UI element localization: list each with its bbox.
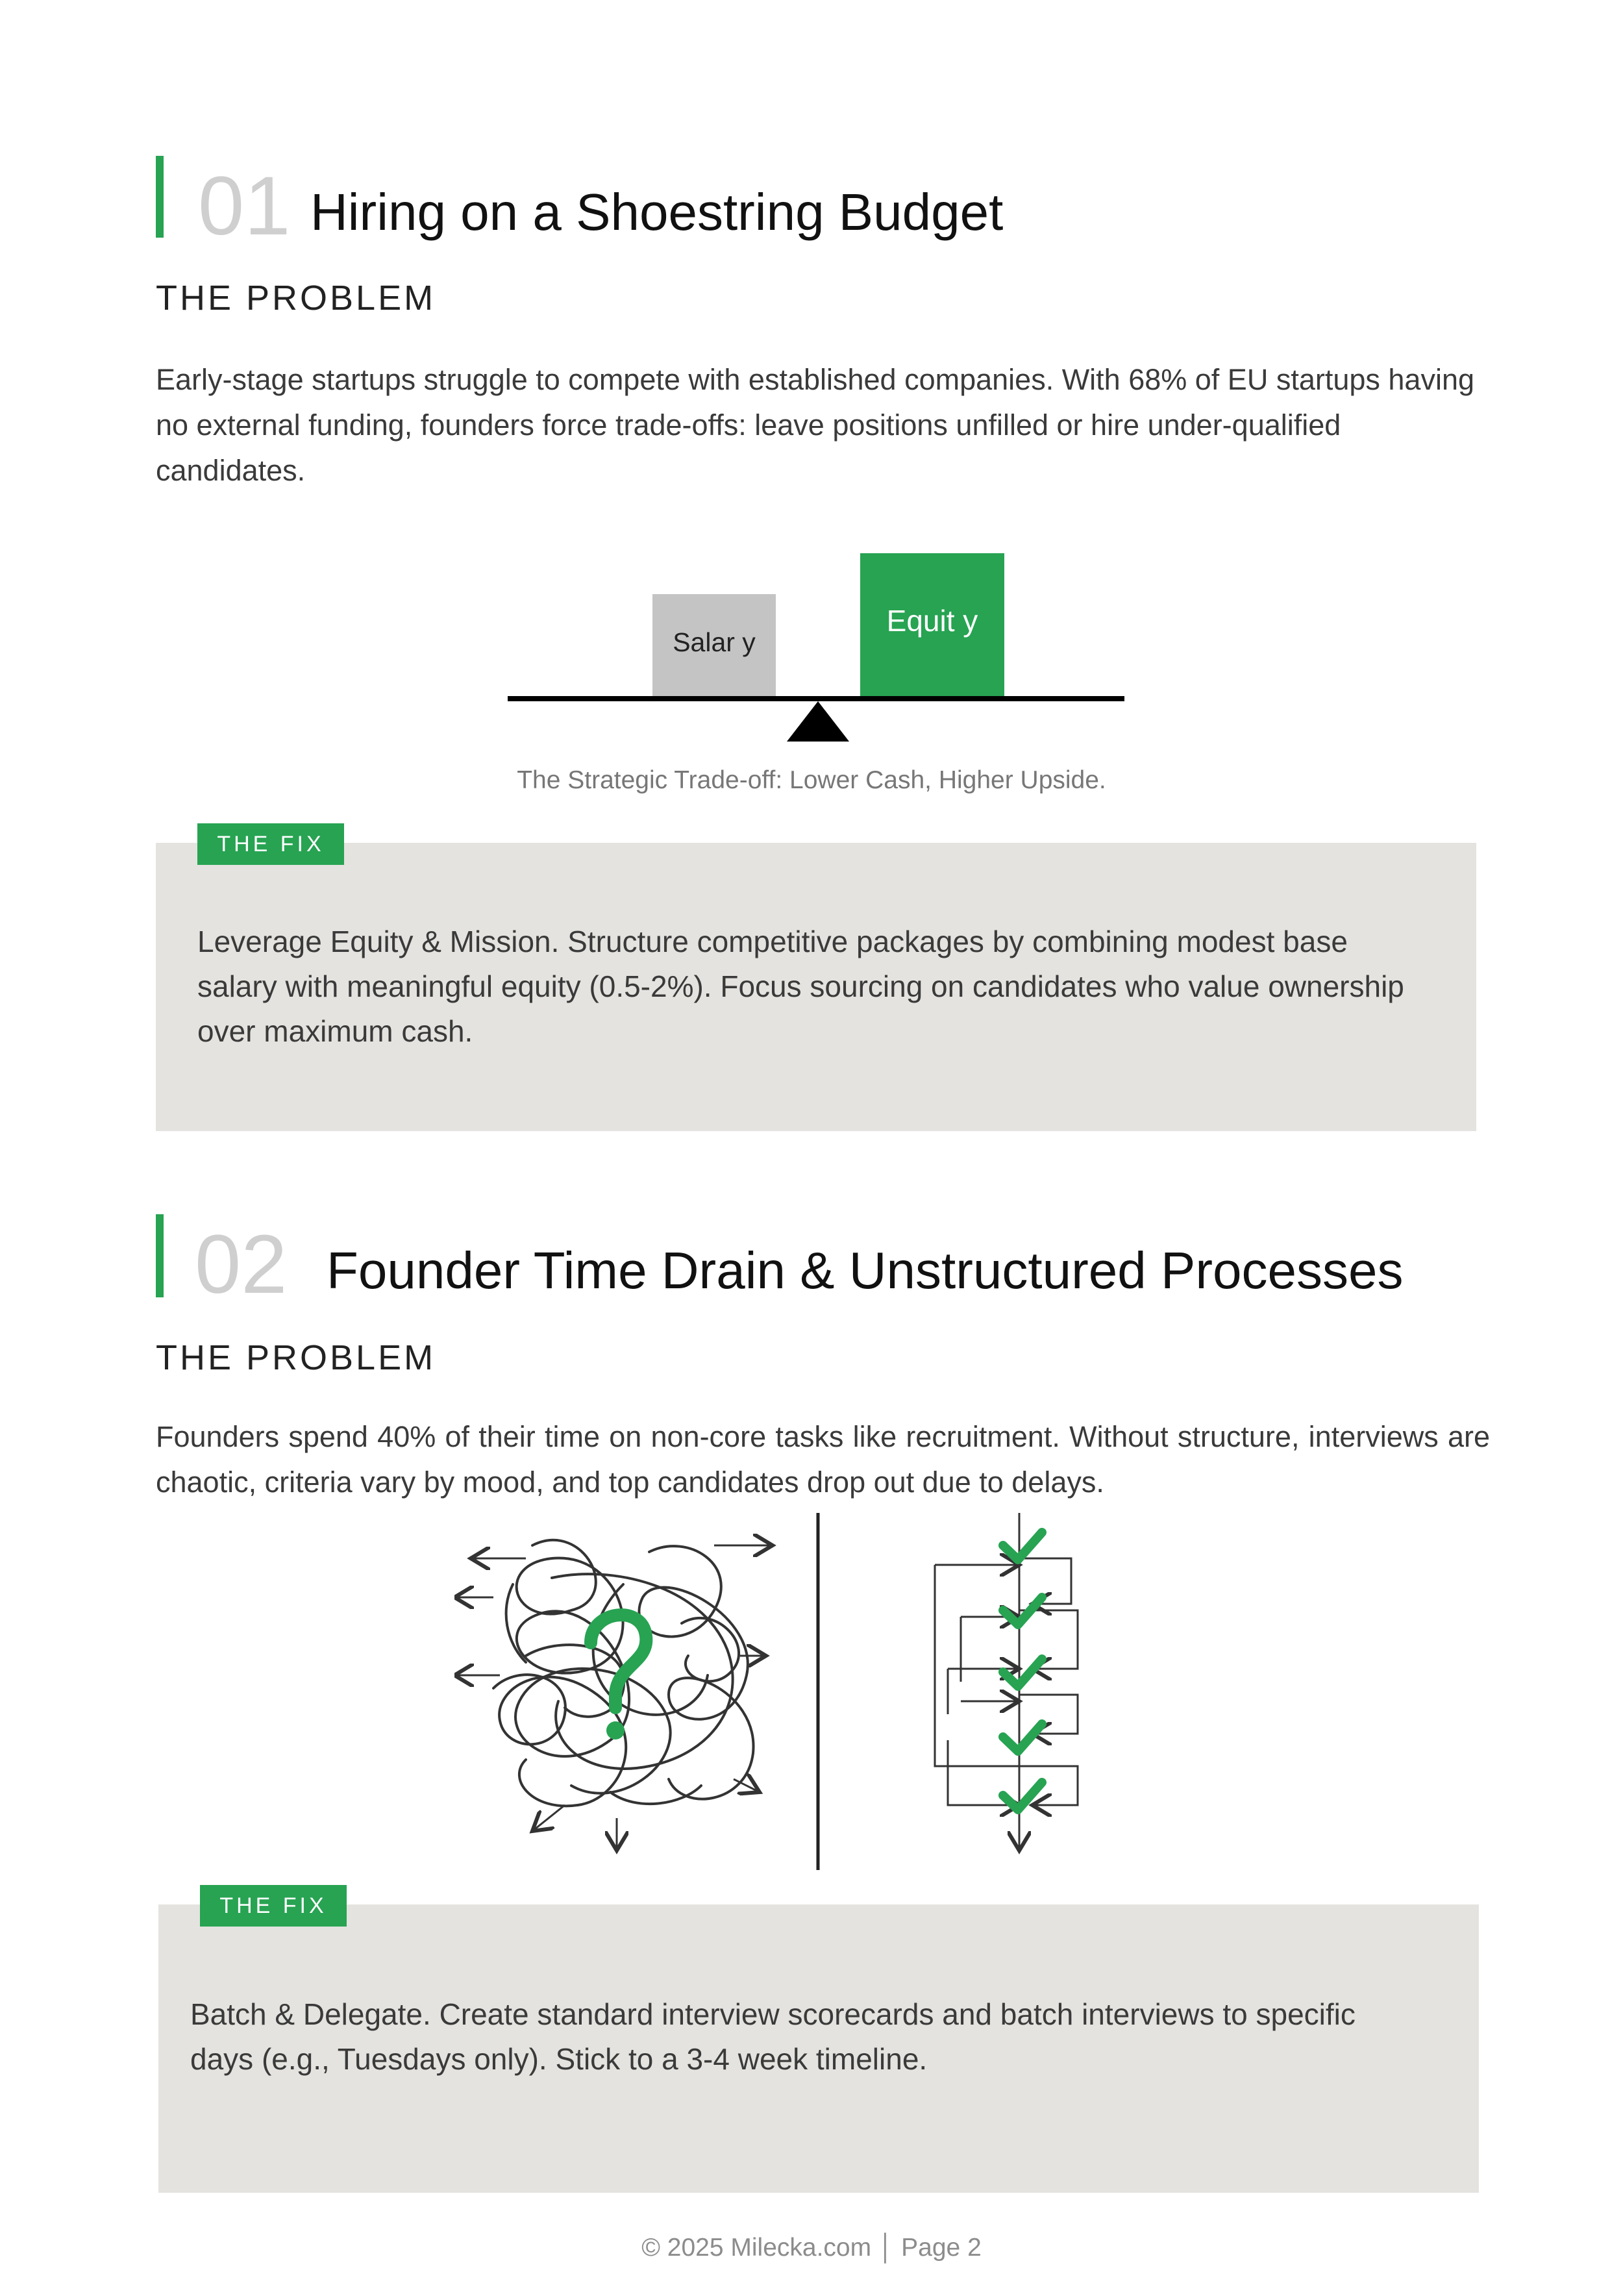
section-accent-bar	[156, 156, 164, 238]
chaos-vs-structure-illustration	[454, 1506, 1169, 1870]
figure-caption: The Strategic Trade-off: Lower Cash, Higher Upside.	[517, 766, 1106, 794]
page-footer: © 2025 Milecka.com │ Page 2	[641, 2234, 982, 2262]
salary-label: Salar y	[673, 627, 756, 657]
problem-text: Founders spend 40% of their time on non-core tasks like recruitment. Without structure, interviews are chaotic, criteria vary by mood, and top candidates drop out due to delays.	[156, 1420, 1490, 1499]
tradeoff-scale-figure	[493, 545, 1130, 753]
section-accent-bar	[156, 1214, 164, 1297]
checkmark-icon	[1003, 1532, 1042, 1810]
fix-tag: THE FIX	[197, 823, 344, 865]
fix-tag: THE FIX	[200, 1885, 347, 1927]
fix-text: Leverage Equity & Mission. Structure competitive packages by combining modest base salary with meaningful equity (0.5-2%). Focus sourcing on candidates who value ownership over maximum cash.	[197, 925, 1404, 1048]
section-number: 02	[195, 1218, 288, 1311]
fix-text: Batch & Delegate. Create standard interview scorecards and batch interviews to specific days (e.g., Tuesdays only). Stick to a 3-4 week timeline.	[190, 1997, 1356, 2076]
scale-beam	[508, 696, 1124, 701]
problem-label: THE PROBLEM	[156, 279, 436, 318]
problem-text: Early-stage startups struggle to compete with established companies. With 68% of EU startups having no external funding, founders force trade-offs: leave positions unfilled or hire under-qualified candidates.	[156, 363, 1474, 487]
equity-label: Equit y	[886, 604, 978, 638]
scale-fulcrum	[787, 701, 849, 742]
section-title: Founder Time Drain & Unstructured Processes	[327, 1242, 1404, 1299]
section-title: Hiring on a Shoestring Budget	[310, 183, 1004, 241]
section-number: 01	[198, 160, 291, 253]
problem-label: THE PROBLEM	[156, 1338, 436, 1377]
